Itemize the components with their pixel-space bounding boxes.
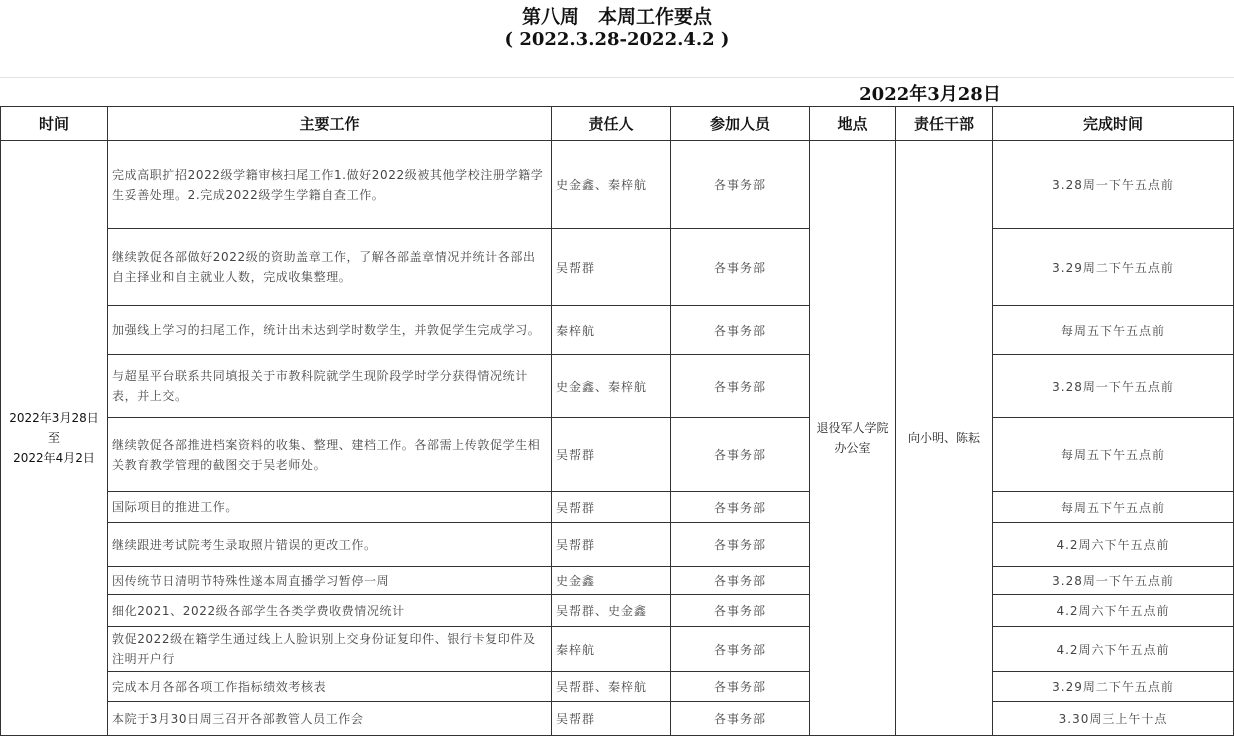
task-cell: 敦促2022级在籍学生通过线上人脸识别上交身份证复印件、银行卡复印件及注明开户行 <box>108 627 552 672</box>
deadline-cell: 3.28周一下午五点前 <box>993 355 1234 418</box>
deadline-cell: 3.29周二下午五点前 <box>993 672 1234 702</box>
task-cell: 细化2021、2022级各部学生各类学费收费情况统计 <box>108 595 552 627</box>
column-header-deadline: 完成时间 <box>993 107 1234 141</box>
time-separator: 至 <box>47 431 60 445</box>
participants-cell: 各事务部 <box>671 306 810 355</box>
table-row <box>1 627 1234 672</box>
task-cell: 本院于3月30日周三召开各部教管人员工作会 <box>108 702 552 736</box>
column-header-location: 地点 <box>810 107 896 141</box>
deadline-cell: 每周五下午五点前 <box>993 418 1234 492</box>
table-row <box>1 355 1234 418</box>
task-cell: 国际项目的推进工作。 <box>108 492 552 523</box>
deadline-cell: 4.2周六下午五点前 <box>993 523 1234 567</box>
participants-cell: 各事务部 <box>671 567 810 595</box>
location-text: 退役军人学院办公室 <box>816 421 889 455</box>
deadline-cell: 3.28周一下午五点前 <box>993 567 1234 595</box>
deadline-cell: 3.28周一下午五点前 <box>993 141 1234 229</box>
participants-cell: 各事务部 <box>671 141 810 229</box>
cadre-cell <box>896 141 993 736</box>
person-cell: 史金鑫、秦梓航 <box>552 141 671 229</box>
column-header-task: 主要工作 <box>108 107 552 141</box>
person-cell: 史金鑫、秦梓航 <box>552 355 671 418</box>
participants-cell: 各事务部 <box>671 418 810 492</box>
table-row <box>1 567 1234 595</box>
divider <box>0 77 1234 78</box>
participants-cell: 各事务部 <box>671 627 810 672</box>
table-row <box>1 523 1234 567</box>
participants-cell: 各事务部 <box>671 672 810 702</box>
participants-cell: 各事务部 <box>671 355 810 418</box>
report-date: 2022年3月28日 <box>859 84 1001 105</box>
column-header-participants: 参加人员 <box>671 107 810 141</box>
deadline-cell: 3.30周三上午十点 <box>993 702 1234 736</box>
participants-cell: 各事务部 <box>671 229 810 306</box>
table-row <box>1 141 1234 229</box>
table-row <box>1 702 1234 736</box>
participants-cell: 各事务部 <box>671 492 810 523</box>
person-cell: 吴帮群、史金鑫 <box>552 595 671 627</box>
table-row <box>1 595 1234 627</box>
time-end: 2022年4月2日 <box>13 451 95 465</box>
task-cell: 因传统节日清明节特殊性遂本周直播学习暂停一周 <box>108 567 552 595</box>
deadline-cell: 4.2周六下午五点前 <box>993 627 1234 672</box>
column-header-person: 责任人 <box>552 107 671 141</box>
table-row <box>1 306 1234 355</box>
person-cell: 吴帮群 <box>552 492 671 523</box>
time-period-cell <box>1 141 108 736</box>
deadline-cell: 每周五下午五点前 <box>993 306 1234 355</box>
participants-cell: 各事务部 <box>671 702 810 736</box>
task-cell: 继续跟进考试院考生录取照片错误的更改工作。 <box>108 523 552 567</box>
participants-cell: 各事务部 <box>671 523 810 567</box>
table-row <box>1 492 1234 523</box>
work-plan-table <box>0 106 1234 736</box>
task-cell: 与超星平台联系共同填报关于市教科院就学生现阶段学时学分获得情况统计表，并上交。 <box>108 355 552 418</box>
table-row <box>1 229 1234 306</box>
column-header-time: 时间 <box>1 107 108 141</box>
task-cell: 加强线上学习的扫尾工作，统计出未达到学时数学生，并敦促学生完成学习。 <box>108 306 552 355</box>
task-cell: 继续敦促各部做好2022级的资助盖章工作，了解各部盖章情况并统计各部出自主择业和自主就业人数，完成收集整理。 <box>108 229 552 306</box>
task-cell: 继续敦促各部推进档案资料的收集、整理、建档工作。各部需上传敦促学生相关教育教学管理的截图交于吴老师处。 <box>108 418 552 492</box>
deadline-cell: 4.2周六下午五点前 <box>993 595 1234 627</box>
column-header-cadre: 责任干部 <box>896 107 993 141</box>
participants-cell: 各事务部 <box>671 595 810 627</box>
person-cell: 吴帮群 <box>552 229 671 306</box>
deadline-cell: 3.29周二下午五点前 <box>993 229 1234 306</box>
table-row <box>1 672 1234 702</box>
person-cell: 秦梓航 <box>552 306 671 355</box>
person-cell: 史金鑫 <box>552 567 671 595</box>
cadre-text: 向小明、陈耘 <box>907 431 980 445</box>
deadline-cell: 每周五下午五点前 <box>993 492 1234 523</box>
person-cell: 吴帮群 <box>552 418 671 492</box>
header-row <box>1 107 1234 141</box>
person-cell: 秦梓航 <box>552 627 671 672</box>
task-cell: 完成本月各部各项工作指标绩效考核表 <box>108 672 552 702</box>
person-cell: 吴帮群、秦梓航 <box>552 672 671 702</box>
time-start: 2022年3月28日 <box>9 411 99 425</box>
table-row <box>1 418 1234 492</box>
page-title: 第八周 本周工作要点 <box>521 6 712 28</box>
person-cell: 吴帮群 <box>552 702 671 736</box>
location-cell <box>810 141 896 736</box>
person-cell: 吴帮群 <box>552 523 671 567</box>
date-range: ( 2022.3.28-2022.4.2 ) <box>504 29 730 50</box>
task-cell: 完成高职扩招2022级学籍审核扫尾工作1.做好2022级被其他学校注册学籍学生妥善处理。2.完成2022级学生学籍自查工作。 <box>108 141 552 229</box>
